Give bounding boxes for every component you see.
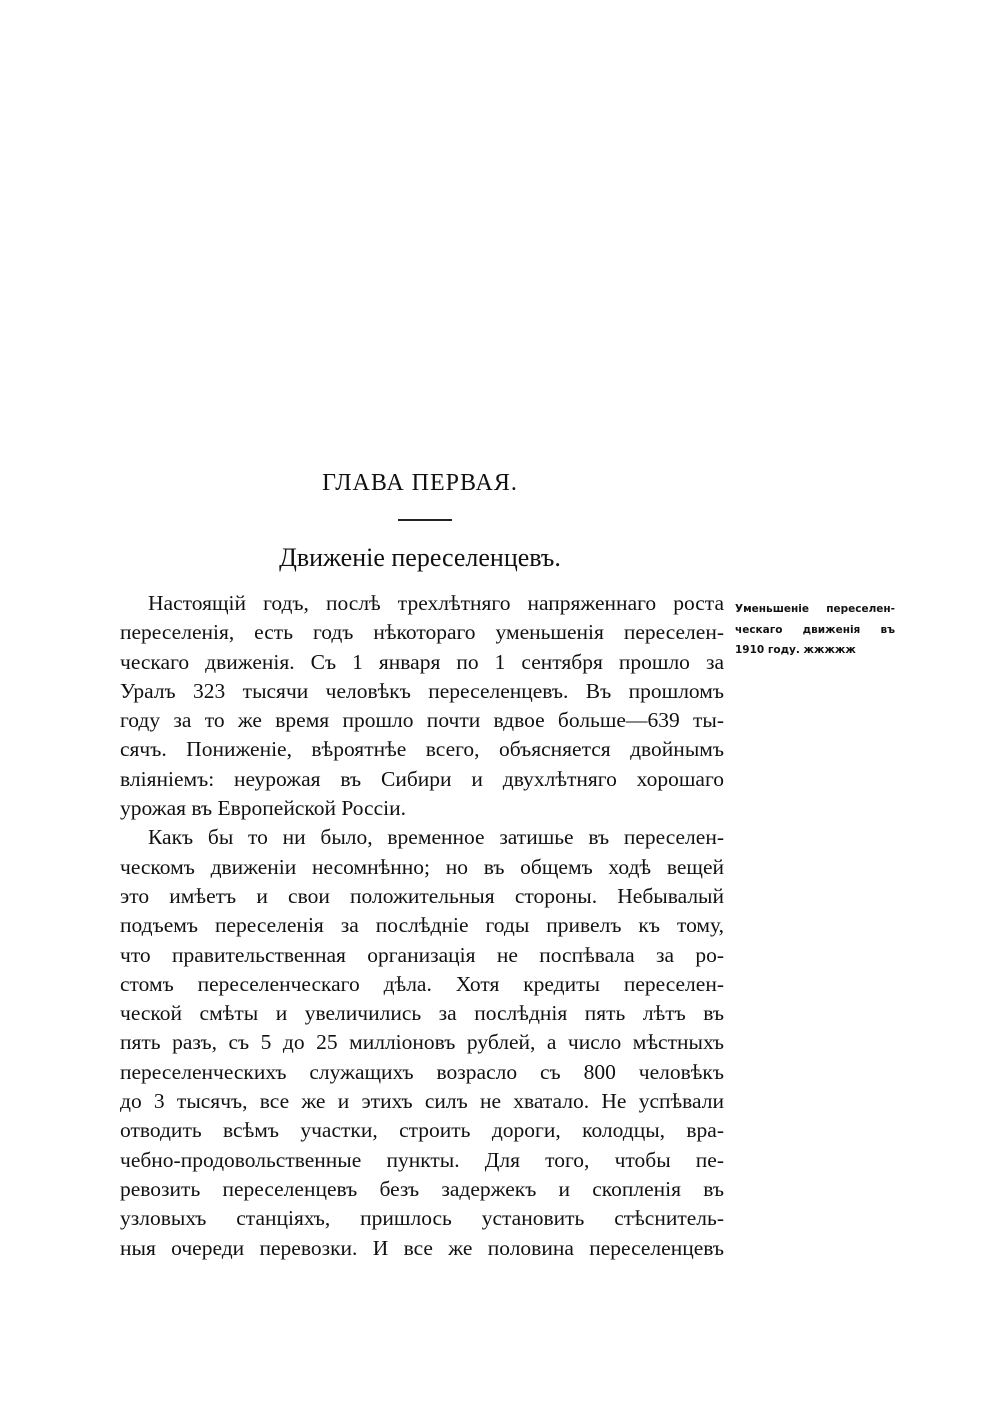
text-line: ческомъ движеніи несомнѣнно; но въ общемъ ходѣ вещей: [120, 854, 724, 879]
chapter-title: ГЛАВА ПЕРВАЯ.: [322, 470, 518, 496]
margin-note-line: 1910 году. жжжжж: [735, 644, 856, 656]
text-line: отводить всѣмъ участки, строить дороги, колодцы, вра-: [120, 1118, 724, 1143]
text-line: урожая въ Европейской Россіи.: [120, 796, 406, 821]
text-line: сячъ. Пониженіе, вѣроятнѣе всего, объясняется двойнымъ: [120, 737, 724, 762]
text-line: что правительственная организація не поспѣвала за ро-: [120, 942, 724, 967]
paragraph-2: [120, 823, 724, 1262]
text-line: переселенія, есть годъ нѣкотораго уменьшенія переселен-: [120, 620, 724, 645]
text-line: пять разъ, съ 5 до 25 милліоновъ рублей, а число мѣстныхъ: [120, 1030, 724, 1055]
text-line: стомъ переселенческаго дѣла. Хотя кредиты переселен-: [120, 971, 724, 996]
text-line: ческаго движенія. Съ 1 января по 1 сентября прошло за: [120, 649, 724, 674]
text-line: вліяніемъ: неурожая въ Сибири и двухлѣтняго хорошаго: [120, 766, 724, 791]
title-divider: [398, 519, 452, 521]
text-line: Уралъ 323 тысячи человѣкъ переселенцевъ. Въ прошломъ: [120, 678, 724, 703]
text-line: Настоящій годъ, послѣ трехлѣтняго напряженнаго роста: [148, 591, 724, 615]
text-line: до 3 тысячъ, все же и этихъ силъ не хватало. Не успѣвали: [120, 1089, 724, 1114]
section-title: Движеніе переселенцевъ.: [279, 543, 561, 572]
margin-note-line: ческаго движенія въ: [735, 623, 895, 636]
text-line: узловыхъ станціяхъ, пришлось установить стѣснитель-: [120, 1206, 724, 1231]
text-line: Какъ бы то ни было, временное затишье въ переселен-: [148, 825, 724, 850]
text-line: году за то же время прошло почти вдвое больше—639 ты-: [120, 708, 724, 733]
text-line: ныя очереди перевозки. И все же половина переселенцевъ: [120, 1235, 724, 1260]
margin-note-line: Уменьшеніе переселен-: [735, 603, 895, 615]
text-line: подъемъ переселенія за послѣдніе годы привелъ къ тому,: [120, 913, 724, 938]
body-text: [120, 589, 724, 1263]
text-line: переселенческихъ служащихъ возрасло съ 800 человѣкъ: [120, 1059, 724, 1084]
text-line: это имѣетъ и свои положительныя стороны. Небывалый: [120, 883, 724, 908]
paragraph-1: [120, 589, 724, 823]
margin-note: [735, 599, 895, 661]
text-line: ревозить переселенцевъ безъ задержекъ и скопленія въ: [120, 1176, 724, 1201]
text-line: ческой смѣты и увеличились за послѣднія пять лѣтъ въ: [120, 1001, 724, 1026]
text-line: чебно-продовольственные пункты. Для того, чтобы пе-: [120, 1147, 724, 1172]
